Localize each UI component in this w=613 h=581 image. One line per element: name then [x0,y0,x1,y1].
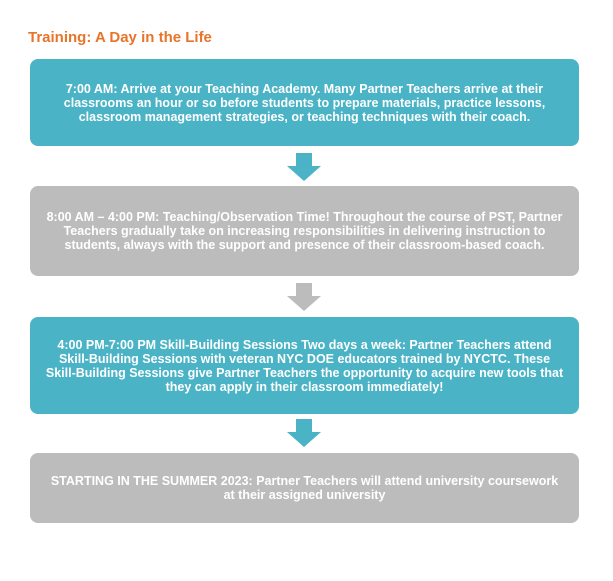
step-text-1: 7:00 AM: Arrive at your Teaching Academy. Many Partner Teachers arrive at their classrooms an hour or so before students to prepare materials, practice lessons, classroom management strategies, or teaching techniques with their coach. [63,81,546,124]
page-title: Training: A Day in the Life [28,29,212,46]
down-arrow-icon [287,419,321,447]
step-box-2 [30,186,579,276]
down-arrow-icon [287,283,321,311]
step-box-1 [30,59,579,146]
step-text-4: STARTING IN THE SUMMER 2023: Partner Teachers will attend university coursework at their assigned university [50,474,559,502]
step-box-3 [30,317,579,414]
step-text-2: 8:00 AM – 4:00 PM: Teaching/Observation Time! Throughout the course of PST, Partner Teachers gradually take on increasing responsibilities in delivering instruction to students, always with the support and presence of their classroom-based coach. [46,210,563,252]
step-text-3: 4:00 PM-7:00 PM Skill-Building Sessions Two days a week: Partner Teachers attend Skill-Building Sessions with veteran NYC DOE educators trained by NYCTC. These Skill-Building Sessions give Partner Teachers the opportunity to acquire new tools that they can apply in their classroom immediately! [45,337,564,394]
down-arrow-icon [287,153,321,181]
step-box-4 [30,453,579,523]
